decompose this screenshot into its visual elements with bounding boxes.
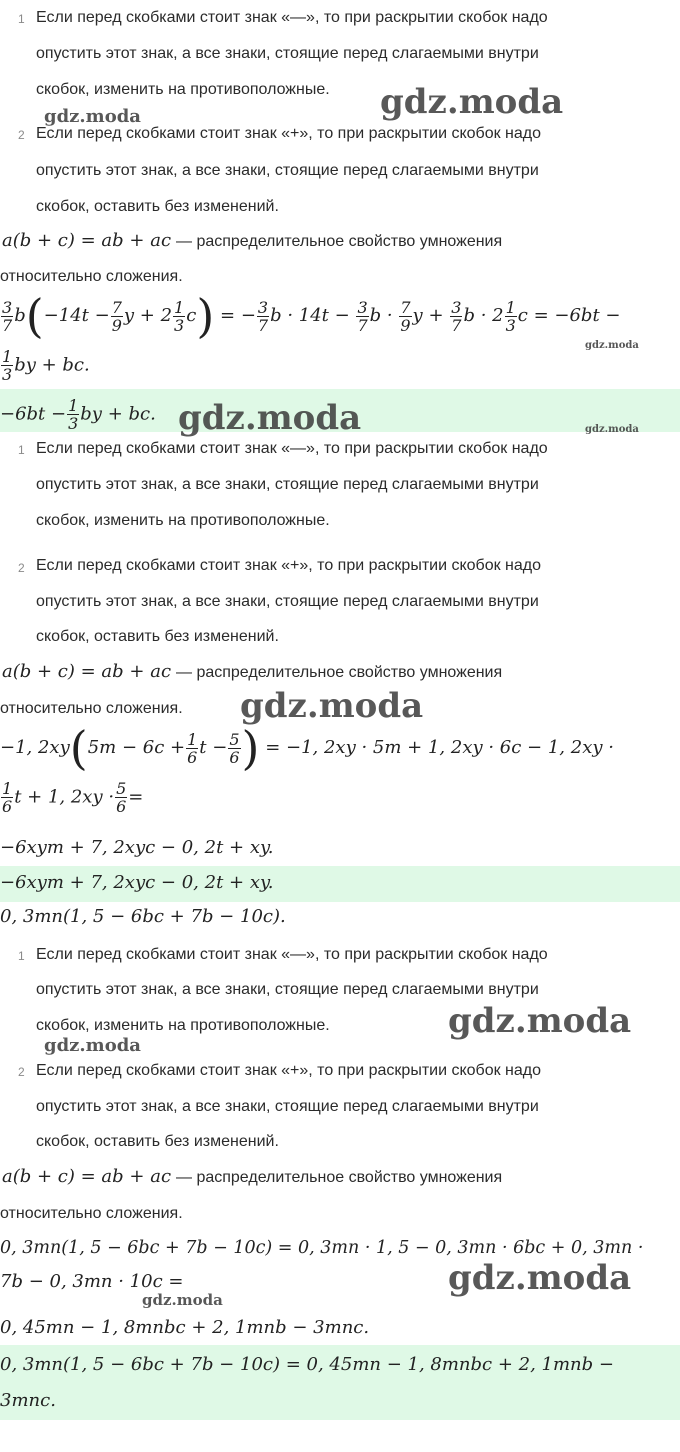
distributive-text: относительно сложения.	[0, 268, 183, 285]
rule-number: 2	[18, 561, 25, 575]
watermark-logo: gdz.moda	[178, 398, 362, 438]
distributive-formula: a(b + c) = ab + ac	[2, 230, 172, 251]
rule-number: 1	[18, 443, 25, 457]
fraction: $\frac{1}{3}$	[174, 297, 185, 335]
rule-number: 2	[18, 1065, 25, 1079]
rule-text: скобок, оставить без изменений.	[36, 628, 279, 645]
answer-line: 3mnc.	[0, 1390, 56, 1411]
rule-text: опустить этот знак, а все знаки, стоящие перед слагаемыми внутри	[36, 1098, 539, 1115]
distributive-text: — распределительное свойство умножения	[176, 1169, 503, 1186]
rule-text: опустить этот знак, а все знаки, стоящие перед слагаемыми внутри	[36, 593, 539, 610]
fraction: $\frac{3}{7}$	[2, 297, 13, 335]
distributive-text: относительно сложения.	[0, 700, 183, 717]
rule-text: Если перед скобками стоит знак «+», то при раскрытии скобок надо	[36, 1062, 542, 1079]
rule-text: опустить этот знак, а все знаки, стоящие перед слагаемыми внутри	[36, 981, 539, 998]
rule-text: Если перед скобками стоит знак «—», то при раскрытии скобок надо	[36, 440, 548, 457]
watermark-logo: gdz.moda	[448, 1258, 632, 1298]
rule-text: скобок, оставить без изменений.	[36, 1133, 279, 1150]
rule-number: 1	[18, 949, 25, 963]
distributive-text: — распределительное свойство умножения	[176, 664, 503, 681]
rule-text: скобок, изменить на противоположные.	[36, 1017, 330, 1034]
rule-number: 1	[18, 12, 25, 26]
watermark-logo: gdz.moda	[44, 1035, 141, 1056]
problem-line: 0, 3mn(1, 5 − 6bc + 7b − 10c).	[0, 906, 286, 927]
rule-text: Если перед скобками стоит знак «—», то при раскрытии скобок надо	[36, 9, 548, 26]
answer-line: −6xym + 7, 2xyc − 0, 2t + xy.	[0, 872, 274, 893]
distributive-formula: a(b + c) = ab + ac	[2, 1166, 172, 1187]
rule-text: скобок, изменить на противоположные.	[36, 512, 330, 529]
rule-text: скобок, оставить без изменений.	[36, 198, 279, 215]
solution-line: 0, 3mn(1, 5 − 6bc + 7b − 10c) = 0, 3mn · 1, 5 − 0, 3mn · 6bc + 0, 3mn ·	[0, 1238, 644, 1258]
solution-line: $\frac{1}{6}$ t + 1, 2xy · $\frac{5}{6}$ =	[2, 779, 144, 816]
distributive-text: относительно сложения.	[0, 1205, 183, 1222]
solution-line: $\frac{3}{7}$ b(−14t − $\frac{7}{9}$ y + 2 $\frac{1}{3}$ c) = − $\frac{3}{7}$ b · 14t − $\frac{3}{7}$ b · $\frac{7}{9}$ y + $\frac{3}{7}$ b · 2 $\frac{1}{3}$ c = −6bt −	[2, 289, 621, 343]
distributive-text: — распределительное свойство умножения	[176, 233, 503, 250]
rule-text: Если перед скобками стоит знак «—», то при раскрытии скобок надо	[36, 946, 548, 963]
answer-line: −6bt − $\frac{1}{3}$ by + bc.	[0, 397, 156, 431]
rule-text: Если перед скобками стоит знак «+», то при раскрытии скобок надо	[36, 125, 542, 142]
solution-result: 0, 45mn − 1, 8mnbc + 2, 1mnb − 3mnc.	[0, 1317, 370, 1338]
watermark-logo: gdz.moda	[585, 340, 639, 351]
watermark-logo: gdz.moda	[240, 686, 424, 726]
distributive-formula: a(b + c) = ab + ac	[2, 661, 172, 682]
solution-line: −1, 2xy(5m − 6c + $\frac{1}{6}$ t − $\frac{5}{6}$ ) = −1, 2xy · 5m + 1, 2xy · 6c − 1, 2xy ·	[0, 721, 614, 775]
solution-line: $\frac{1}{3}$ by + bc.	[2, 347, 90, 384]
rule-text: опустить этот знак, а все знаки, стоящие перед слагаемыми внутри	[36, 162, 539, 179]
watermark-logo: gdz.moda	[380, 82, 564, 122]
rule-number: 2	[18, 128, 25, 142]
rule-text: опустить этот знак, а все знаки, стоящие перед слагаемыми внутри	[36, 45, 539, 62]
watermark-logo: gdz.moda	[142, 1291, 223, 1309]
rule-text: Если перед скобками стоит знак «+», то при раскрытии скобок надо	[36, 557, 542, 574]
rule-text: скобок, изменить на противоположные.	[36, 81, 330, 98]
solution-line: 7b − 0, 3mn · 10c =	[0, 1271, 184, 1292]
watermark-logo: gdz.moda	[448, 1001, 632, 1041]
watermark-logo: gdz.moda	[44, 106, 141, 127]
rule-text: опустить этот знак, а все знаки, стоящие перед слагаемыми внутри	[36, 476, 539, 493]
solution-result: −6xym + 7, 2xyc − 0, 2t + xy.	[0, 837, 274, 858]
fraction: $\frac{7}{9}$	[111, 297, 122, 335]
answer-line: 0, 3mn(1, 5 − 6bc + 7b − 10c) = 0, 45mn − 1, 8mnbc + 2, 1mnb −	[0, 1354, 614, 1375]
watermark-logo: gdz.moda	[585, 424, 639, 435]
